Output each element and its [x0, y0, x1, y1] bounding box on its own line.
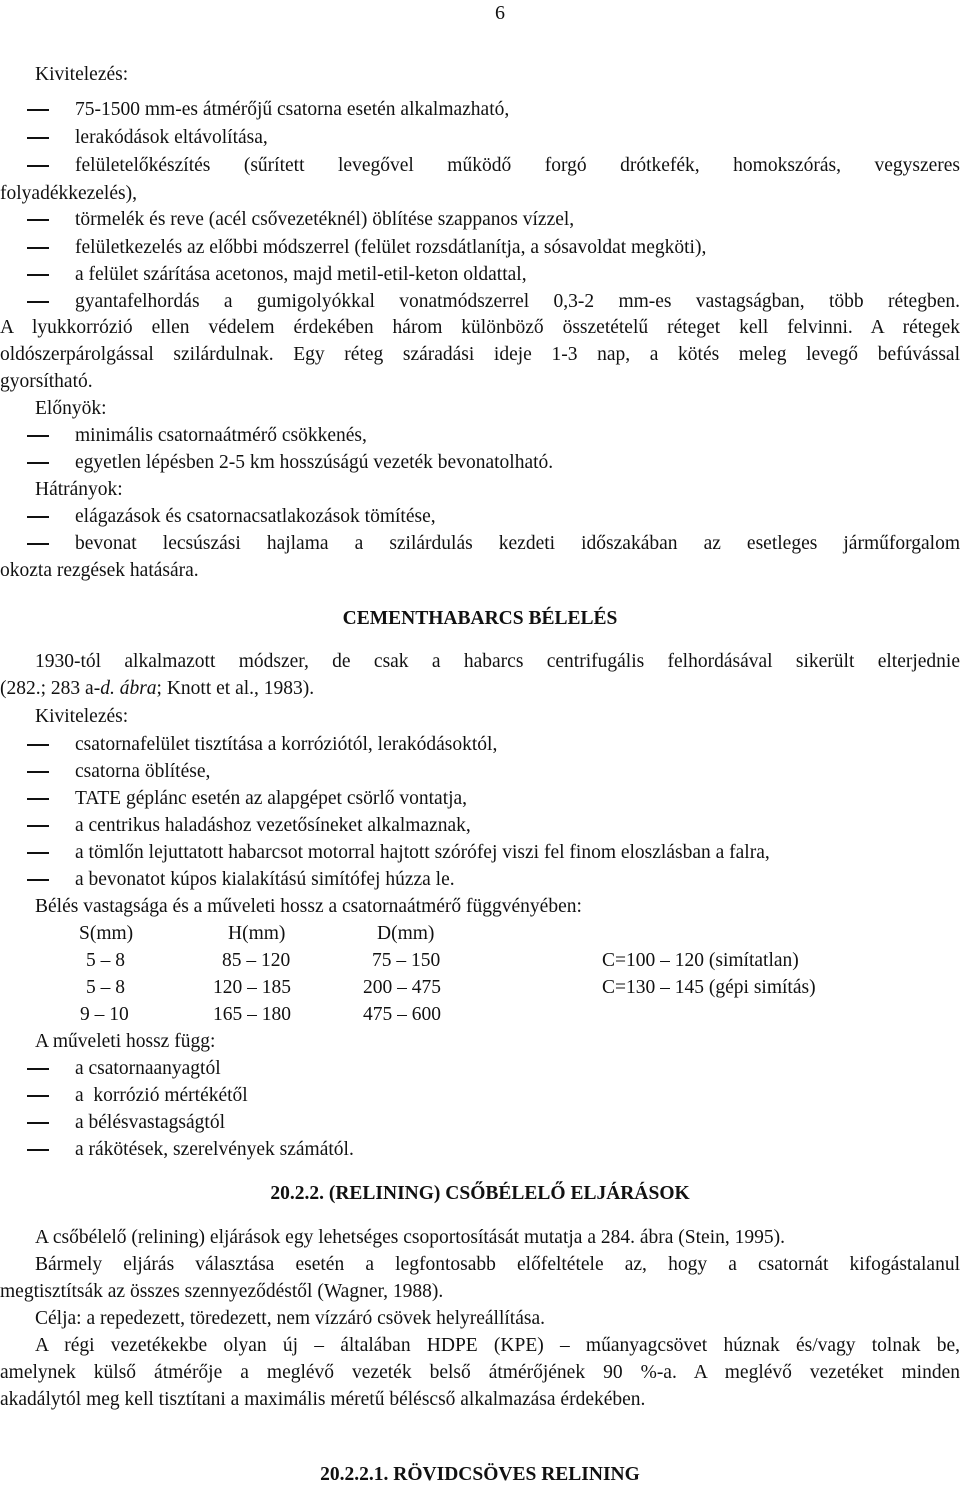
table-cell: 5 – 8: [86, 977, 125, 998]
table-cell: C=100 – 120 (simítatlan): [602, 950, 799, 971]
table-cell: C=130 – 145 (gépi simítás): [602, 977, 816, 998]
list-item: felületelőkészítés (sűrített levegővel működő forgó drótkefék, homokszórás, vegyszeres: [0, 152, 960, 179]
dash-bullet-icon: [27, 137, 49, 139]
table-header: S(mm): [79, 923, 134, 944]
paragraph-line: A csőbélelő (relining) eljárások egy lehetséges csoportosítását mutatja a 284. ábra (Stein, 1995).: [35, 1227, 785, 1248]
table-cell: 9 – 10: [80, 1004, 129, 1025]
table-row: [0, 974, 960, 1001]
dash-bullet-icon: [27, 462, 49, 464]
dash-bullet-icon: [27, 798, 49, 800]
list-item: gyantafelhordás a gumigolyókkal vonatmódszerrel 0,3-2 mm-es vastagságban, több rétegben.: [0, 288, 960, 315]
list-item-continuation: okozta rezgések hatására.: [0, 560, 199, 581]
paragraph-line: A régi vezetékekbe olyan új – általában HDPE (KPE) – műanyagcsövet húznak és/vagy tolnak be,: [35, 1335, 960, 1356]
dash-bullet-icon: [27, 744, 49, 746]
heading-kivitelezes: Kivitelezés:: [35, 64, 129, 85]
dash-bullet-icon: [27, 165, 49, 167]
table-cell: 475 – 600: [363, 1004, 441, 1025]
paragraph-line: gyorsítható.: [0, 371, 93, 392]
dash-bullet-icon: [27, 852, 49, 854]
list-item: bevonat lecsúszási hajlama a szilárdulás kezdeti időszakában az esetleges járműforgalom: [0, 530, 960, 557]
paragraph-line: amelynek külső átmérője a meglévő vezeték belső átmérőjének 90 %-a. A meglévő vezetéket minden: [0, 1362, 960, 1383]
section-heading: 20.2.2. (RELINING) CSŐBÉLELŐ ELJÁRÁSOK: [270, 1183, 690, 1204]
paragraph-line: (282.; 283 a-d. ábra; Knott et al., 1983).: [0, 678, 315, 699]
paragraph-line: Célja: a repedezett, töredezett, nem vízzáró csövek helyreállítása.: [35, 1308, 545, 1329]
heading-muveleti-hossz: A műveleti hossz függ:: [35, 1031, 216, 1052]
paragraph-line: A lyukkorrózió ellen védelem érdekében három különböző összetételű réteget kell felvinni. A rétegek: [0, 317, 960, 338]
figure-reference: d. ábra: [100, 678, 157, 699]
list-item: a rákötések, szerelvények számától.: [0, 1136, 960, 1163]
paragraph-line: oldószerpárolgással szilárdulnak. Egy réteg száradási ideje 1-3 nap, a kötés meleg levegő befúvással: [0, 344, 960, 365]
page-number: 6: [495, 2, 505, 24]
table-header: H(mm): [228, 923, 286, 944]
dash-bullet-icon: [27, 543, 49, 545]
paragraph-line: Bármely eljárás választása esetén a legfontosabb előfeltétele az, hogy a csatornát kifogástalanul: [35, 1254, 960, 1275]
dash-bullet-icon: [27, 825, 49, 827]
dash-bullet-icon: [27, 274, 49, 276]
list-item: a bélésvastagságtól: [0, 1109, 960, 1136]
list-item: elágazások és csatornacsatlakozások tömítése,: [0, 503, 960, 530]
list-item: a csatornaanyagtól: [0, 1055, 960, 1082]
list-item: a tömlőn lejuttatott habarcsot motorral hajtott szórófej viszi fel finom eloszlásban a falra,: [0, 839, 960, 866]
list-item: a felület szárítása acetonos, majd metil-etil-keton oldattal,: [0, 261, 960, 288]
list-item: csatornafelület tisztítása a korróziótól, lerakódásoktól,: [0, 731, 960, 758]
list-item: TATE géplánc esetén az alapgépet csörlő vontatja,: [0, 785, 960, 812]
dash-bullet-icon: [27, 109, 49, 111]
table-cell: 75 – 150: [372, 950, 441, 971]
dash-bullet-icon: [27, 301, 49, 303]
list-item: törmelék és reve (acél csővezetéknél) öblítése szappanos vízzel,: [0, 206, 960, 233]
list-item: a bevonatot kúpos kialakítású simítófej húzza le.: [0, 866, 960, 893]
dash-bullet-icon: [27, 1122, 49, 1124]
dash-bullet-icon: [27, 879, 49, 881]
paragraph-line: akadálytól meg kell tisztítani a maximális méretű béléscső alkalmazása érdekében.: [0, 1389, 646, 1410]
paragraph-line: Bélés vastagsága és a műveleti hossz a csatornaátmérő függvényében:: [35, 896, 582, 917]
list-item: egyetlen lépésben 2-5 km hosszúságú vezeték bevonatolható.: [0, 449, 960, 476]
dash-bullet-icon: [27, 516, 49, 518]
table-cell: 85 – 120: [222, 950, 291, 971]
table-cell: 5 – 8: [86, 950, 125, 971]
table-header-row: [0, 920, 960, 947]
dash-bullet-icon: [27, 1095, 49, 1097]
list-item: csatorna öblítése,: [0, 758, 960, 785]
section-heading: 20.2.2.1. RÖVIDCSÖVES RELINING: [320, 1464, 640, 1485]
table-cell: 120 – 185: [213, 977, 291, 998]
table-row: [0, 947, 960, 974]
heading-hatranyok: Hátrányok:: [35, 479, 123, 500]
table-cell: 165 – 180: [213, 1004, 291, 1025]
dash-bullet-icon: [27, 435, 49, 437]
paragraph-line: 1930-tól alkalmazott módszer, de csak a habarcs centrifugális felhordásával sikerült elterjednie: [35, 651, 960, 672]
dash-bullet-icon: [27, 1068, 49, 1070]
dash-bullet-icon: [27, 247, 49, 249]
table-cell: 200 – 475: [363, 977, 441, 998]
list-item: 75-1500 mm-es átmérőjű csatorna esetén alkalmazható,: [0, 96, 960, 123]
paragraph-line: megtisztítsák az összes szennyeződéstől (Wagner, 1988).: [0, 1281, 444, 1302]
heading-elonyok: Előnyök:: [35, 398, 107, 419]
dash-bullet-icon: [27, 771, 49, 773]
heading-kivitelezes: Kivitelezés:: [35, 706, 129, 727]
table-header: D(mm): [377, 923, 435, 944]
dash-bullet-icon: [27, 1149, 49, 1151]
section-heading: CEMENTHABARCS BÉLELÉS: [342, 608, 618, 629]
list-item: minimális csatornaátmérő csökkenés,: [0, 422, 960, 449]
list-item: a centrikus haladáshoz vezetősíneket alkalmaznak,: [0, 812, 960, 839]
dash-bullet-icon: [27, 219, 49, 221]
table-row: [0, 1001, 960, 1028]
list-item: lerakódások eltávolítása,: [0, 124, 960, 151]
list-item: felületkezelés az előbbi módszerrel (felület rozsdátlanítja, a sósavoldat megköti),: [0, 234, 960, 261]
list-item-continuation: folyadékkezelés),: [0, 183, 137, 204]
list-item: a korrózió mértékétől: [0, 1082, 960, 1109]
